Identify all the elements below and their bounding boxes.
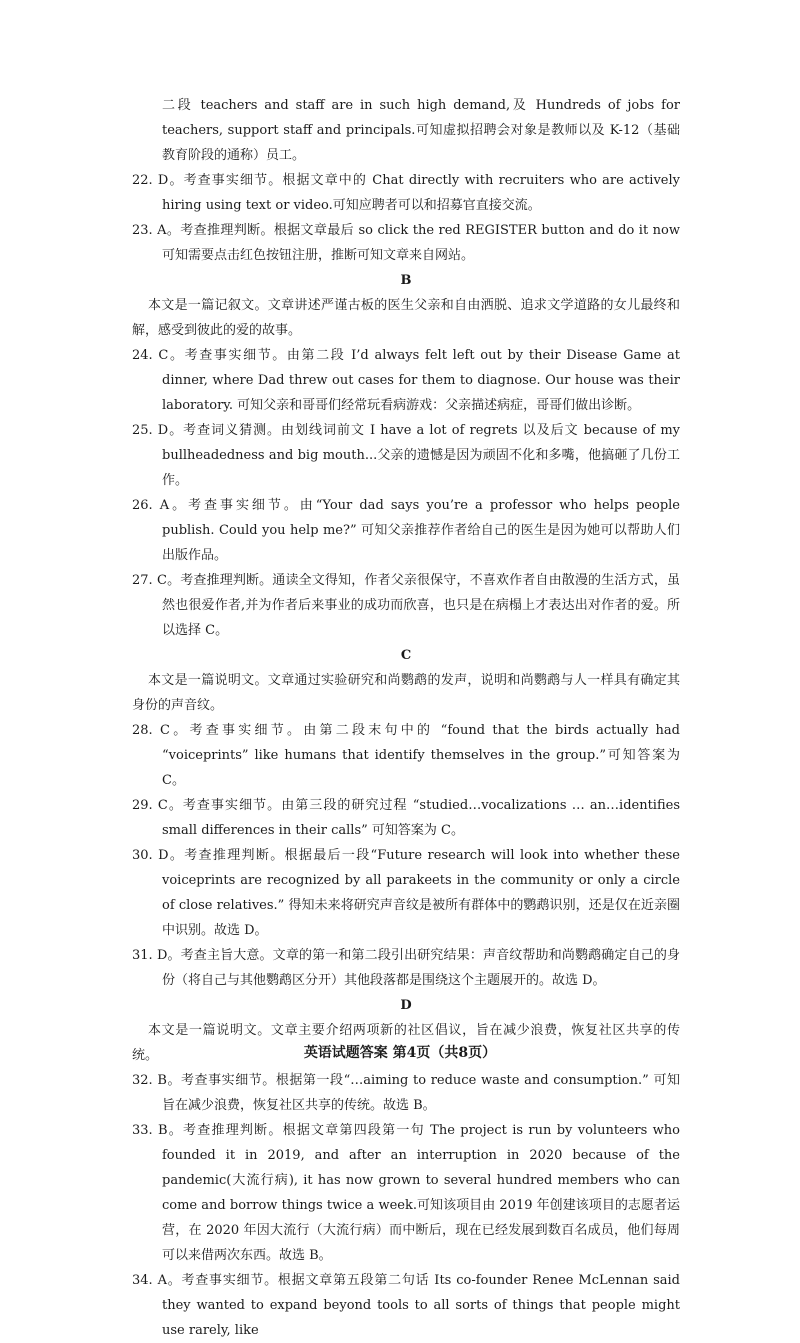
section-heading-b: B xyxy=(400,273,412,288)
answer-item-34: 34. A。考查事实细节。根据文章第五段第二句话 Its co-founder Renee McLennan said they wanted to expand beyond tools to all sorts of things that people might use rarely, like xyxy=(132,1273,680,1338)
answer-item-30: 30. D。考查推理判断。根据最后一段“Future research will look into whether these voiceprints are recognized by all parakeets in the community or only a circle of close relatives.” 得知未来将研究声音纹是被所有群体中的鹦鹉识别，还是仅在近亲圈中识别。故选 D。 xyxy=(132,848,680,938)
answer-item-31: 31. D。考查主旨大意。文章的第一和第二段引出研究结果：声音纹帮助和尚鹦鹉确定自己的身份（将自己与其他鹦鹉区分开）其他段落都是围绕这个主题展开的。故选 D。 xyxy=(132,948,680,988)
answer-item-23: 23. A。考查推理判断。根据文章最后 so click the red REGISTER button and do it now 可知需要点击红色按钮注册，推断可知文章来自网站。 xyxy=(132,223,680,263)
answer-content xyxy=(132,93,680,1343)
section-heading-c: C xyxy=(400,648,412,663)
answer-item-26: 26. A。考查事实细节。由“Your dad says you’re a professor who helps people publish. Could you help me?” 可知父亲推荐作者给自己的医生是因为她可以帮助人们出版作品。 xyxy=(132,498,680,563)
answer-item-24: 24. C。考查事实细节。由第二段 I’d always felt left out by their Disease Game at dinner, where Dad threw out cases for them to diagnose. Our house was their laboratory. 可知父亲和哥哥们经常玩看病游戏：父亲描述病症，哥哥们做出诊断。 xyxy=(132,348,680,413)
section-intro-d: 本文是一篇说明文。文章主要介绍两项新的社区倡议，旨在减少浪费，恢复社区共享的传统。 xyxy=(132,1023,680,1063)
answer-item-22: 22. D。考查事实细节。根据文章中的 Chat directly with recruiters who are actively hiring using text or video.可知应聘者可以和招募官直接交流。 xyxy=(132,173,680,213)
answer-item-33: 33. B。考查推理判断。根据文章第四段第一句 The project is run by volunteers who founded it in 2019, and after an interruption in 2020 because of the pandemic(大流行病), it has now grown to several hundred members who can come and borrow things twice a week.可知该项目由 2019 年创建该项目的志愿者运营，在 2020 年因大流行（大流行病）而中断后，现在已经发展到数百名成员，他们每周可以来借两次东西。故选 B。 xyxy=(132,1123,680,1263)
answer-item-27: 27. C。考查推理判断。通读全文得知，作者父亲很保守，不喜欢作者自由散漫的生活方式，虽然也很爱作者,并为作者后来事业的成功而欣喜，也只是在病榻上才表达出对作者的爱。所以选择 C。 xyxy=(132,573,680,638)
section-intro-b: 本文是一篇记叙文。文章讲述严谨古板的医生父亲和自由洒脱、追求文学道路的女儿最终和解，感受到彼此的爱的故事。 xyxy=(132,298,680,338)
paragraph-continuation: 二段 teachers and staff are in such high demand,及 Hundreds of jobs for teachers, support staff and principals.可知虚拟招聘会对象是教师以及 K-12（基础教育阶段的通称）员工。 xyxy=(162,98,680,163)
answer-item-29: 29. C。考查事实细节。由第三段的研究过程 “studied…vocalizations … an…identifies small differences in their calls” 可知答案为 C。 xyxy=(132,798,680,838)
section-heading-d: D xyxy=(400,998,412,1013)
answer-item-25: 25. D。考查词义猜测。由划线词前文 I have a lot of regrets 以及后文 because of my bullheadedness and big mouth...父亲的遗憾是因为顽固不化和多嘴，他搞砸了几份工作。 xyxy=(132,423,680,488)
page-footer: 英语试题答案 第4页（共8页） xyxy=(303,1045,497,1061)
section-intro-c: 本文是一篇说明文。文章通过实验研究和尚鹦鹉的发声，说明和尚鹦鹉与人一样具有确定其身份的声音纹。 xyxy=(132,673,680,713)
answer-item-28: 28. C。考查事实细节。由第二段末句中的 “found that the birds actually had “voiceprints” like humans that identify themselves in the group.”可知答案为 C。 xyxy=(132,723,680,788)
answer-item-32: 32. B。考查事实细节。根据第一段“…aiming to reduce waste and consumption.” 可知旨在减少浪费，恢复社区共享的传统。故选 B。 xyxy=(132,1073,680,1113)
